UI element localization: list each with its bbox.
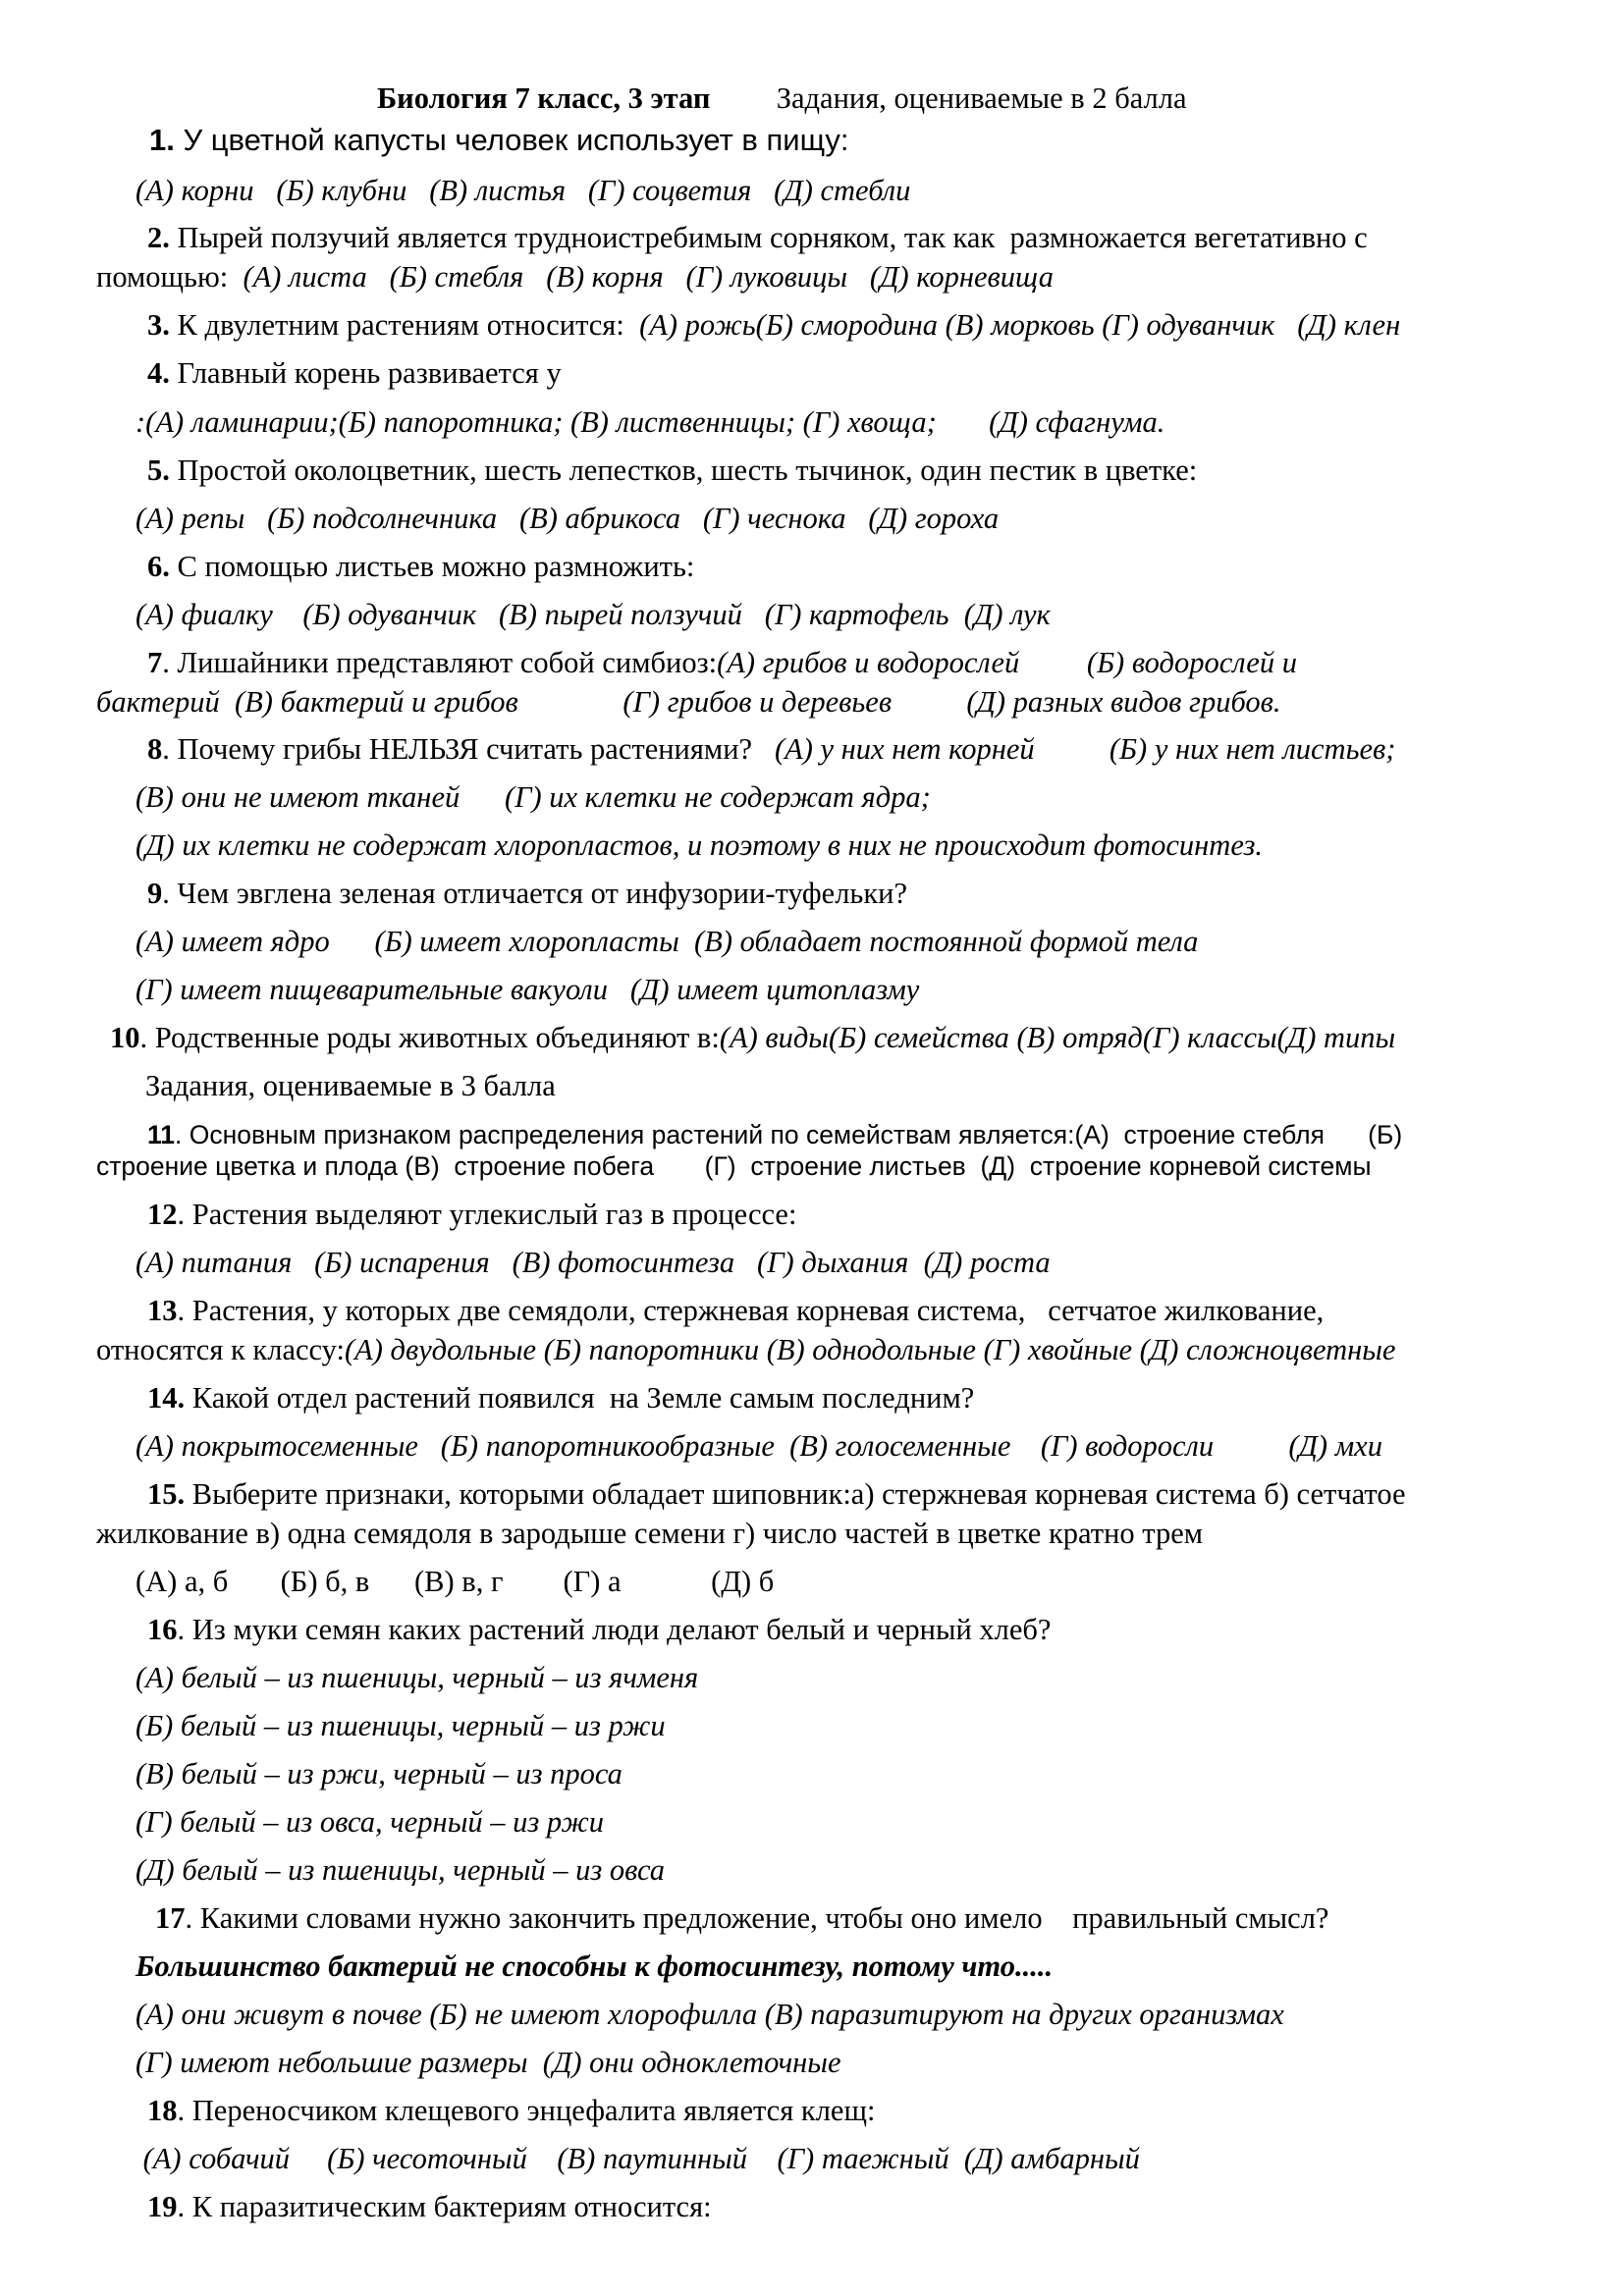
answer-option-v: (В) белый – из ржи, черный – из проса — [135, 1757, 623, 1790]
question-2-cont — [96, 259, 1054, 294]
question-text: . Основным признаком распределения растений по семействам является:(А) строение стебля (Б) — [175, 1120, 1403, 1149]
question-text: . Чем эвглена зеленая отличается от инфузории-туфельки? — [162, 877, 907, 910]
question-17 — [155, 1900, 1328, 1936]
answer-options-cont: (Д) их клетки не содержат хлоропластов, и поэтому в них не происходит фотосинтез. — [135, 828, 1263, 862]
question-text: помощью: — [96, 260, 244, 294]
question-number: 3. — [147, 308, 170, 342]
answer-options: (А) фиалку (Б) одуванчик (В) пырей ползучий (Г) картофель (Д) лук — [135, 598, 1051, 631]
question-number: 5. — [147, 454, 170, 487]
answer-options: (А) корни (Б) клубни (В) листья (Г) соцветия (Д) стебли — [135, 174, 911, 207]
question-number: 4. — [147, 356, 170, 390]
answer-option-d: (Д) белый – из пшеницы, черный – из овса — [135, 1853, 666, 1887]
question-6 — [147, 549, 694, 584]
answer-options: (А) имеет ядро (Б) имеет хлоропласты (В) обладает постоянной формой тела — [135, 925, 1199, 958]
question-text: К двулетним растениям относится: — [169, 308, 640, 342]
question-16 — [147, 1612, 1051, 1647]
question-4 — [147, 355, 562, 391]
question-text: Выберите признаки, которыми обладает шиповник:а) стержневая корневая система б) сетчатое — [185, 1477, 1406, 1511]
question-number: 13 — [147, 1294, 178, 1327]
question-number: 17 — [155, 1901, 186, 1935]
question-text: Какой отдел растений появился на Земле самым последним? — [185, 1381, 975, 1415]
answer-options: (А) у них нет корней (Б) у них нет листьев; — [774, 732, 1396, 766]
question-number: 16 — [147, 1613, 178, 1646]
question-1 — [149, 123, 849, 158]
section-title-2-points: Задания, оцениваемые в 2 балла — [776, 81, 1187, 115]
section-title-3-points: Задания, оцениваемые в 3 балла — [145, 1069, 556, 1102]
question-2 — [147, 220, 1368, 255]
answer-options: (А) собачий (Б) чесоточный (В) паутинный (Г) таежный (Д) амбарный — [135, 2142, 1140, 2175]
question-number: 6. — [147, 550, 170, 583]
question-15 — [147, 1476, 1406, 1512]
question-12 — [147, 1197, 796, 1232]
question-11-cont: строение цветка и плода (В) строение побега (Г) строение листьев (Д) строение корневой системы — [96, 1151, 1372, 1181]
question-number: 11 — [147, 1120, 176, 1149]
question-number: 7 — [147, 646, 163, 679]
question-8 — [147, 731, 1395, 767]
question-text: Пырей ползучий является трудноистребимым сорняком, так как размножается вегетативно с — [169, 221, 1368, 254]
question-13-cont — [96, 1332, 1395, 1367]
answer-options-cont: (В) они не имеют тканей (Г) их клетки не содержат ядра; — [135, 780, 931, 814]
question-3 — [147, 307, 1400, 343]
answer-options: (А) они живут в почве (Б) не имеют хлорофилла (В) паразитируют на других организмах — [135, 1998, 1284, 2031]
question-18 — [147, 2093, 875, 2128]
question-text: . Переносчиком клещевого энцефалита является клещ: — [177, 2094, 876, 2127]
question-number: 2. — [147, 221, 170, 254]
question-text: относятся к классу: — [96, 1333, 345, 1366]
answer-options: :(А) ламинарии;(Б) папоротника; (В) лиственницы; (Г) хвоща; (Д) сфагнума. — [135, 405, 1165, 439]
question-10 — [110, 1020, 1395, 1055]
question-text: . Из муки семян каких растений люди делают белый и черный хлеб? — [177, 1613, 1052, 1646]
question-9 — [147, 876, 907, 911]
question-text: Простой околоцветник, шесть лепестков, шесть тычинок, один пестик в цветке: — [169, 454, 1198, 487]
question-14 — [147, 1380, 974, 1415]
question-text: С помощью листьев можно размножить: — [169, 550, 695, 583]
answer-option-a: (А) белый – из пшеницы, черный – из ячменя — [135, 1661, 699, 1694]
page-header — [377, 80, 1187, 116]
question-11 — [147, 1117, 1402, 1152]
answer-options-cont: (Г) имеет пищеварительные вакуоли (Д) имеет цитоплазму — [135, 973, 920, 1006]
answer-options: (А) а, б (Б) б, в (В) в, г (Г) а (Д) б — [135, 1565, 775, 1598]
question-number: 18 — [147, 2094, 178, 2127]
question-13 — [147, 1293, 1324, 1328]
question-number: 8 — [147, 732, 163, 766]
question-number: 10 — [110, 1021, 140, 1054]
question-text: . Почему грибы НЕЛЬЗЯ считать растениями? — [162, 732, 775, 766]
question-number: 14. — [147, 1381, 186, 1415]
page-title: Биология 7 класс, 3 этап — [377, 81, 711, 115]
answer-options: (А) рожь(Б) смородина (В) морковь (Г) одуванчик (Д) клен — [639, 308, 1401, 342]
question-text: . Какими словами нужно закончить предложение, чтобы оно имело правильный смысл? — [185, 1901, 1329, 1935]
answer-option-b: (Б) белый – из пшеницы, черный – из ржи — [135, 1709, 666, 1742]
answer-options: (А) грибов и водорослей (Б) водорослей и — [717, 646, 1297, 679]
question-text: У цветной капусты человек использует в пищу: — [174, 123, 849, 157]
question-text: . Родственные роды животных объединяют в: — [139, 1021, 720, 1054]
question-number: 1. — [149, 123, 175, 157]
question-5 — [147, 453, 1197, 488]
question-7 — [147, 645, 1297, 680]
question-text: . Растения, у которых две семядоли, стержневая корневая система, сетчатое жилкование, — [177, 1294, 1325, 1327]
question-text: . Растения выделяют углекислый газ в процессе: — [177, 1198, 797, 1231]
answer-options-cont: бактерий (В) бактерий и грибов (Г) грибов и деревьев (Д) разных видов грибов. — [96, 685, 1281, 719]
question-19 — [147, 2189, 712, 2224]
question-number: 15. — [147, 1477, 186, 1511]
question-number: 12 — [147, 1198, 178, 1231]
answer-options: (А) листа (Б) стебля (В) корня (Г) луковицы (Д) корневища — [243, 260, 1055, 294]
answer-options: (А) двудольные (Б) папоротники (В) однодольные (Г) хвойные (Д) сложноцветные — [344, 1333, 1396, 1366]
question-text: . К паразитическим бактериям относится: — [177, 2190, 712, 2223]
answer-options: (А) репы (Б) подсолнечника (В) абрикоса (Г) чеснока (Д) гороха — [135, 502, 1000, 535]
answer-options-cont: (Г) имеют небольшие размеры (Д) они одноклеточные — [135, 2046, 841, 2079]
question-number: 9 — [147, 877, 163, 910]
question-17-statement: Большинство бактерий не способны к фотосинтезу, потому что..... — [135, 1949, 1054, 1983]
question-15-cont: жилкование в) одна семядоля в зародыше семени г) число частей в цветке кратно трем — [96, 1517, 1204, 1550]
question-text: Главный корень развивается у — [169, 356, 562, 390]
question-number: 19 — [147, 2190, 178, 2223]
question-text: . Лишайники представляют собой симбиоз: — [162, 646, 718, 679]
answer-options: (А) питания (Б) испарения (В) фотосинтеза (Г) дыхания (Д) роста — [135, 1246, 1051, 1279]
answer-option-g: (Г) белый – из овса, черный – из ржи — [135, 1805, 604, 1839]
answer-options: (А) покрытосеменные (Б) папоротникообразные (В) голосеменные (Г) водоросли (Д) мхи — [135, 1429, 1382, 1463]
answer-options: (А) виды(Б) семейства (В) отряд(Г) классы(Д) типы — [719, 1021, 1396, 1054]
